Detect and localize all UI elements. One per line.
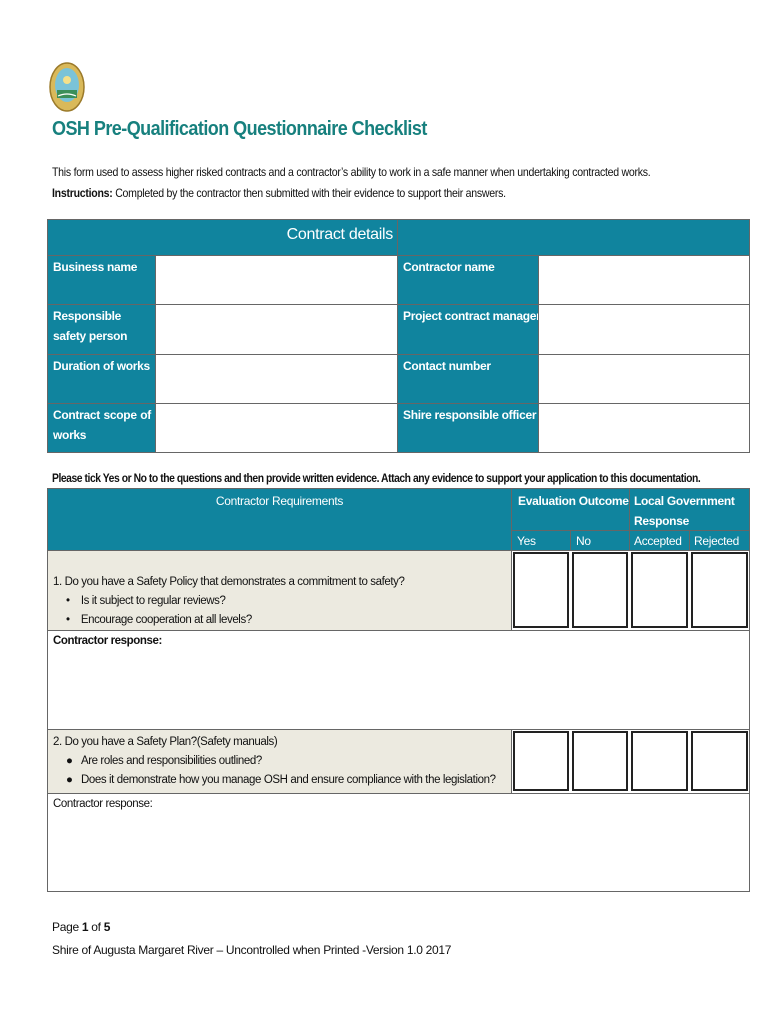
contract-details-header-left	[47, 219, 398, 256]
question-2-accepted-checkbox[interactable]	[631, 731, 688, 791]
page-prefix: Page	[52, 920, 82, 934]
field-project-contract-manager[interactable]	[538, 304, 750, 355]
col-requirements-label: Contractor Requirements	[215, 494, 344, 508]
question-1-text: 1. Do you have a Safety Policy that demonstrates a commitment to safety?	[53, 576, 405, 588]
label-project-contract-manager: Project contract manager	[403, 309, 541, 323]
instructions-line	[52, 186, 506, 200]
question-1-no-checkbox[interactable]	[572, 552, 628, 628]
question-1-accepted-checkbox[interactable]	[631, 552, 688, 628]
version-line: Shire of Augusta Margaret River – Uncontrolled when Printed -Version 1.0 2017	[52, 943, 452, 957]
col-rejected-label: Rejected	[694, 534, 739, 548]
label-cell-shire-responsible-officer	[397, 403, 539, 453]
questions-instruction-note: Please tick Yes or No to the questions and then provide written evidence. Attach any evidence to support your application to this documentation.	[52, 473, 701, 485]
col-sub-no	[570, 530, 630, 551]
instructions-text: Completed by the contractor then submitted with their evidence to support their answers.	[112, 186, 506, 200]
col-sub-yes	[511, 530, 571, 551]
question-2-no-checkbox[interactable]	[572, 731, 628, 791]
page-total: 5	[103, 920, 111, 934]
field-contact-number[interactable]	[538, 354, 750, 404]
label-cell-duration-of-works	[47, 354, 156, 404]
col-header-evaluation	[511, 488, 630, 531]
question-2-bullet-2-text: Does it demonstrate how you manage OSH and ensure compliance with the legislation?	[80, 774, 496, 786]
question-2-cell	[47, 729, 512, 794]
question-1-response-label: Contractor response:	[53, 635, 162, 647]
question-1-cell	[47, 550, 512, 631]
label-business-name: Business name	[53, 260, 138, 274]
col-local-gov-label: Local Government Response	[634, 494, 735, 528]
question-1-bullet-2: • Encourage cooperation at all levels?	[66, 614, 252, 626]
col-accepted-label: Accepted	[634, 534, 682, 548]
field-contract-scope-of-works[interactable]	[155, 403, 398, 453]
label-cell-contract-scope	[47, 403, 156, 453]
question-2-response-field[interactable]	[47, 793, 750, 892]
shire-crest-icon	[49, 62, 85, 112]
field-business-name[interactable]	[155, 255, 398, 305]
col-header-local-government	[629, 488, 750, 531]
question-2-bullet-2: ● Does it demonstrate how you manage OSH and ensure compliance with the legislation?	[66, 774, 496, 786]
col-sub-accepted	[629, 530, 690, 551]
question-2-response-label: Contractor response:	[53, 798, 153, 810]
label-contract-scope-of-works: Contract scope of works	[53, 408, 151, 442]
label-contractor-name: Contractor name	[403, 260, 495, 274]
field-duration-of-works[interactable]	[155, 354, 398, 404]
field-shire-responsible-officer[interactable]	[538, 403, 750, 453]
label-duration-of-works: Duration of works	[53, 359, 150, 373]
field-responsible-safety-person[interactable]	[155, 304, 398, 355]
label-cell-responsible-safety-person	[47, 304, 156, 355]
label-cell-contact-number	[397, 354, 539, 404]
col-no-label: No	[576, 534, 591, 548]
shire-logo	[49, 62, 85, 112]
question-1-bullet-1: • Is it subject to regular reviews?	[66, 595, 226, 607]
intro-text: This form used to assess higher risked contracts and a contractor’s ability to work in a safe manner when undertaking contracted works.	[52, 165, 651, 179]
label-contact-number: Contact number	[403, 359, 491, 373]
question-2-rejected-checkbox[interactable]	[691, 731, 748, 791]
contract-details-heading: Contract details	[286, 226, 393, 243]
question-1-bullet-1-text: Is it subject to regular reviews?	[80, 595, 226, 607]
page-title: OSH Pre-Qualification Questionnaire Checklist	[52, 118, 427, 140]
label-responsible-safety-person: Responsible safety person	[53, 309, 128, 343]
label-cell-business-name	[47, 255, 156, 305]
question-2-text: 2. Do you have a Safety Plan?(Safety manuals)	[53, 736, 278, 748]
question-2-bullet-1-text: Are roles and responsibilities outlined?	[80, 755, 262, 767]
question-1-rejected-checkbox[interactable]	[691, 552, 748, 628]
question-2-yes-checkbox[interactable]	[513, 731, 569, 791]
label-cell-contractor-name	[397, 255, 539, 305]
page-of: of	[88, 920, 104, 934]
question-1-response-field[interactable]	[47, 630, 750, 730]
label-cell-project-contract-manager	[397, 304, 539, 355]
page-current: 1	[81, 920, 89, 934]
question-1-yes-checkbox[interactable]	[513, 552, 569, 628]
col-header-requirements	[47, 488, 512, 551]
field-contractor-name[interactable]	[538, 255, 750, 305]
page-number	[52, 920, 110, 934]
question-1-bullet-2-text: Encourage cooperation at all levels?	[80, 614, 252, 626]
label-shire-responsible-officer: Shire responsible officer	[403, 408, 537, 422]
col-sub-rejected	[689, 530, 750, 551]
instructions-label: Instructions:	[52, 186, 113, 200]
col-evaluation-label: Evaluation Outcome	[518, 494, 629, 508]
col-yes-label: Yes	[517, 534, 536, 548]
question-2-bullet-1: ● Are roles and responsibilities outlined?	[66, 755, 262, 767]
